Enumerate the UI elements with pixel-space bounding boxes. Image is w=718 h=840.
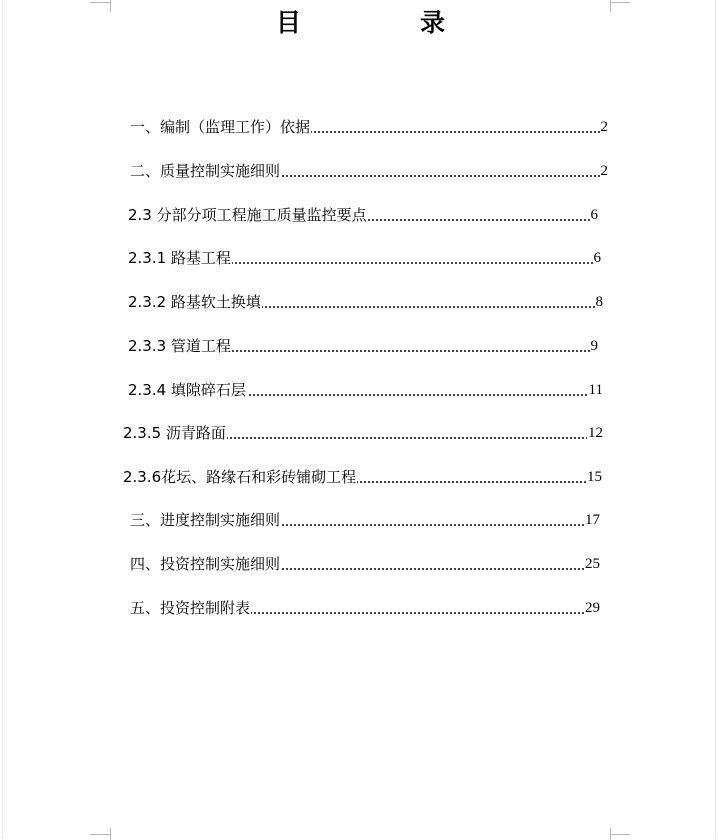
toc-entry-page: 6 xyxy=(593,247,602,269)
crop-mark-top-left xyxy=(90,2,110,3)
toc-entry[interactable] xyxy=(130,509,600,531)
toc-entry-page: 8 xyxy=(595,291,604,313)
toc-entry-label: 四、投资控制实施细则 xyxy=(130,555,281,573)
toc-entry-label: 二、质量控制实施细则 xyxy=(130,162,281,180)
toc-entry-label: 2.3.3 管道工程 xyxy=(128,337,231,355)
toc-entry-page: 29 xyxy=(584,597,600,619)
toc-entry-page: 11 xyxy=(588,379,603,401)
toc-entry[interactable] xyxy=(128,204,598,226)
toc-entry-label: 2.3.5 沥青路面 xyxy=(123,424,226,442)
toc-entry-page: 6 xyxy=(590,204,599,226)
toc-entry-label: 2.3.4 填隙碎石层 xyxy=(128,381,246,399)
crop-mark-bottom-left-v xyxy=(110,828,111,840)
toc-title-char-1: 目 xyxy=(276,8,302,37)
toc-entry-label: 2.3 分部分项工程施工质量监控要点 xyxy=(128,206,367,224)
toc-entry-page: 15 xyxy=(586,466,602,488)
toc-entry-page: 12 xyxy=(587,422,603,444)
toc-title-char-2: 录 xyxy=(420,8,446,37)
crop-mark-bottom-left xyxy=(90,834,110,835)
toc-entry-page: 25 xyxy=(584,553,600,575)
toc-entry-page: 2 xyxy=(600,160,609,182)
toc-entry-label: 三、进度控制实施细则 xyxy=(130,511,281,529)
toc-entry-label: 2.3.1 路基工程 xyxy=(128,249,231,267)
toc-entry[interactable] xyxy=(128,291,603,313)
toc-entry[interactable] xyxy=(123,466,602,488)
toc-entry[interactable] xyxy=(130,160,608,182)
toc-entry-page: 17 xyxy=(584,509,600,531)
toc-entry-label: 五、投资控制附表 xyxy=(130,599,251,617)
toc-title xyxy=(0,6,718,40)
toc-entry[interactable] xyxy=(130,116,608,138)
toc-entry[interactable] xyxy=(123,422,603,444)
page-edge-left xyxy=(2,0,3,839)
toc-entry[interactable] xyxy=(130,553,600,575)
toc-entry[interactable] xyxy=(128,335,598,357)
toc-entry-page: 9 xyxy=(590,335,599,357)
toc-entry-label: 一、编制（监理工作）依据 xyxy=(130,118,311,136)
toc-entry-page: 2 xyxy=(600,116,609,138)
crop-mark-top-right xyxy=(610,2,630,3)
toc-entry-label: 2.3.6花坛、路缘石和彩砖铺砌工程 xyxy=(123,468,357,486)
page-edge-right xyxy=(715,0,716,839)
crop-mark-bottom-right xyxy=(610,834,630,835)
toc-entry-label: 2.3.2 路基软土换填 xyxy=(128,293,261,311)
toc-entry[interactable] xyxy=(128,247,601,269)
toc-entry[interactable] xyxy=(130,597,600,619)
toc-entry[interactable] xyxy=(128,379,603,401)
crop-mark-bottom-right-v xyxy=(610,828,611,840)
